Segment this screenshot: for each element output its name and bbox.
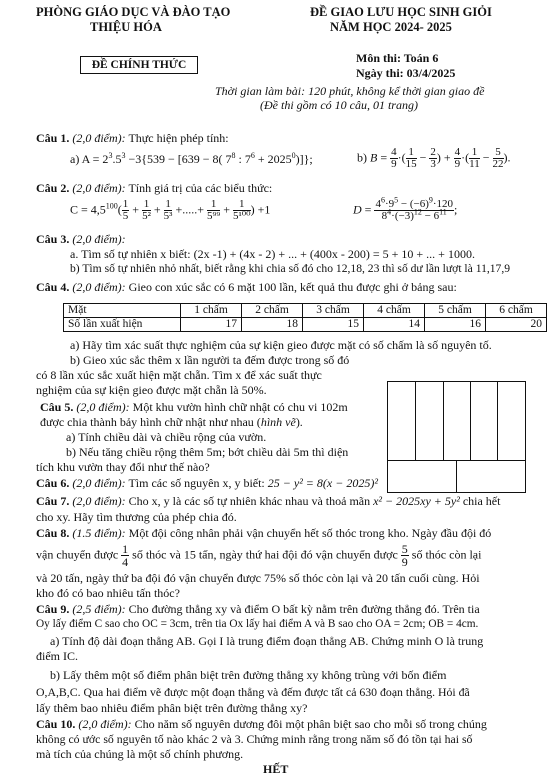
divider-line — [497, 382, 498, 460]
question-prompt: Tìm các số nguyên x, y biết: — [128, 476, 265, 490]
question-points: (2,0 điểm): — [72, 280, 126, 294]
question-4 — [36, 280, 457, 295]
question-points: (2,0 điểm): — [72, 494, 126, 508]
table-cell: 1 chấm — [181, 304, 242, 318]
question-prompt: Gieo con xúc sắc có 6 mặt 100 lần, kết quả thu được ghi ở bảng sau: — [128, 280, 457, 294]
divider-line — [443, 382, 444, 460]
question-label: Câu 8. — [36, 526, 70, 540]
question-points: (2,0 điểm): — [72, 131, 126, 145]
q8-text: số thóc và 15 tấn, ngày thứ hai đội đó vận chuyển được — [132, 547, 398, 562]
table-cell: 14 — [364, 318, 425, 332]
q5-text: được chia thành bảy hình chữ nhật như nhau ( — [40, 415, 261, 429]
time-note: Thời gian làm bài: 120 phút, không kể thời gian giao đề — [215, 84, 485, 98]
fraction-numerator: 1 — [122, 542, 129, 556]
divider-line — [415, 382, 416, 460]
question-points: (2,0 điểm): — [72, 181, 126, 195]
q8-text: số thóc còn lại — [411, 547, 482, 562]
table-cell: 18 — [242, 318, 303, 332]
fraction-denominator: 4 — [122, 555, 129, 569]
q4-part-b-line3: nghiệm của sự kiện gieo được mặt chẵn là 50%. — [36, 383, 267, 397]
q1a-rest: −3{539 − [639 − 8( 7 — [128, 152, 232, 166]
q6-equation: 25 − y² = 8(x − 2025)² — [267, 476, 378, 490]
question-prompt: Tính giá trị của các biểu thức: — [128, 181, 273, 195]
question-label: Câu 9. — [36, 602, 70, 616]
q8-line3: và 20 tấn, ngày thứ ba đội đó vận chuyển được 75% số thóc còn lại và 20 tấn cuối cùng. Hỏi — [36, 571, 480, 585]
subject: Môn thi: Toán 6 — [356, 51, 439, 65]
page-note: (Đề thi gồm có 10 câu, 01 trang) — [260, 98, 418, 112]
question-prompt: Cho năm số nguyên dương đôi một phân biệt sao cho mỗi số trong chúng — [134, 717, 487, 731]
q1a-text: a) A = 2 — [70, 152, 109, 166]
table-cell: 4 chấm — [364, 304, 425, 318]
q1a-tail: + 2025 — [257, 152, 292, 166]
q8-text: vận chuyển được — [36, 547, 119, 562]
school-year: NĂM HỌC 2024- 2025 — [330, 20, 452, 34]
q4-part-b-line2: có 8 lần xúc sắc xuất hiện mặt chẵn. Tìm x để xác suất thực — [36, 368, 322, 382]
question-points: (2,0 điểm): — [78, 717, 132, 731]
question-prompt: Một đội công nhân phải vận chuyển hết số thóc trong kho. Ngày đầu đội đó — [128, 526, 492, 540]
question-3 — [36, 232, 126, 247]
table-cell: 17 — [181, 318, 242, 332]
question-8 — [36, 526, 491, 541]
q5-text-end: ). — [295, 415, 303, 429]
table-cell: 16 — [425, 318, 486, 332]
official-stamp: ĐỀ CHÍNH THỨC — [80, 56, 198, 74]
question-1 — [36, 131, 229, 146]
q9-part-b-line3: lấy thêm bao nhiêu điểm phân biệt trên đường thẳng xy? — [36, 701, 308, 715]
q2-expression-c: $C = 4,5^{100}$( $\frac{1}{5}$ + $\frac{1}{\text{5²}}$ + $\frac{1}{\text{5³}}$ +.....+ $\frac{1}{\text{5⁹⁹}}$ + $\frac{1}{\text{5¹⁰⁰}}$ ) +1 — [70, 198, 271, 222]
q5-part-b-line1: b) Nếu tăng chiều rộng thêm 5m; bớt chiều dài 5m thì diện — [66, 445, 349, 459]
question-6 — [36, 476, 378, 491]
q9-part-a-line1: a) Tính độ dài đoạn thẳng AB. Gọi I là trung điểm đoạn thẳng AB. Chứng minh O là trung — [50, 634, 484, 648]
table-row — [64, 304, 547, 318]
question-label: Câu 3. — [36, 232, 70, 246]
q1-part-a: a) $A = 2^3.5^3 -3\{539 - [639 - 8$( $7^8$ : $7^6 + 2025^0$)]}; — [70, 151, 313, 166]
question-label: Câu 2. — [36, 181, 70, 195]
q2-expression-d: D = $\frac{4^6\cdot 9^5 - (-6)^9\cdot 120}{8^4\cdot(-3)^{12} - 6^{11}}$ ; — [353, 195, 458, 222]
question-points: (2,5 điểm): — [72, 602, 126, 616]
divider-line — [470, 382, 471, 460]
q9-part-a-line2: điểm IC. — [36, 649, 78, 663]
table-header-cell: Số lần xuất hiện — [64, 318, 181, 332]
q5-figure-ref: hình vẽ — [260, 415, 296, 429]
table-header-cell: Mặt — [64, 304, 181, 318]
q5-line2 — [40, 415, 303, 430]
q9-line2: Oy lấy điểm C sao cho OC = 3cm, trên tia Ox lấy hai điểm A và B sao cho OA = 2cm; OB = 4cm. — [36, 618, 479, 630]
question-label: Câu 5. — [40, 400, 74, 414]
q9-part-b-line2: O,A,B,C. Qua hai điểm vẽ được một đoạn thẳng và đếm được tất cả 630 đoạn thẳng. Hỏi đã — [36, 685, 470, 699]
question-label: Câu 1. — [36, 131, 70, 145]
table-row — [64, 318, 547, 332]
question-prompt: Thực hiện phép tính: — [128, 131, 229, 145]
q3-part-b: b) Tìm số tự nhiên nhỏ nhất, biết rằng khi chia số đó cho 12,18, 23 thì số dư lần lượt là 11,17,9 — [70, 262, 511, 275]
question-10 — [36, 717, 487, 732]
end-marker: HẾT — [263, 762, 289, 776]
q3-part-a: a. Tìm số tự nhiên x biết: (2x -1) + (4x - 2) + ... + (400x - 200) = 5 + 10 + ... + 1000. — [70, 247, 475, 261]
question-5 — [40, 400, 348, 415]
department-name: PHÒNG GIÁO DỤC VÀ ĐÀO TẠO — [36, 5, 231, 19]
q8-line4: kho đó có bao nhiêu tấn thóc? — [36, 586, 180, 600]
question-label: Câu 6. — [36, 476, 70, 490]
question-points: (1.5 điểm): — [72, 526, 126, 540]
q8-line2 — [36, 543, 481, 568]
q10-line3: mà tích của chúng là một số chính phương. — [36, 747, 244, 761]
question-7 — [36, 494, 500, 509]
q9-part-b-line1: b) Lấy thêm một số điểm phân biệt trên đường thẳng xy không trùng với bốn điểm — [50, 668, 447, 682]
dice-frequency-table — [63, 303, 547, 332]
question-prompt: Cho đường thẳng xy và điểm O bất kỳ nằm trên đường thẳng đó. Trên tia — [128, 602, 480, 616]
question-points: (2,0 điểm): — [72, 232, 126, 246]
question-label: Câu 7. — [36, 494, 70, 508]
question-9 — [36, 602, 480, 617]
question-points: (2,0 điểm): — [72, 476, 126, 490]
question-prompt: Cho x, y là các số tự nhiên khác nhau và thoả mãn — [128, 494, 371, 508]
q7-expression: x² − 2025xy + 5y² — [373, 494, 460, 508]
q10-line2: không có ước số nguyên tố nào khác 2 và 3. Chứng minh rằng trong năm số đó tồn tại hai số — [36, 732, 473, 746]
garden-figure — [387, 381, 526, 493]
question-points: (2,0 điểm): — [76, 400, 130, 414]
fraction-denominator: 9 — [401, 555, 408, 569]
table-cell: 5 chấm — [425, 304, 486, 318]
exam-date: Ngày thi: 03/4/2025 — [356, 66, 456, 80]
district-name: THIỆU HÓA — [90, 20, 162, 34]
question-label: Câu 10. — [36, 717, 76, 731]
fraction-numerator: 5 — [401, 542, 408, 556]
table-cell: 3 chấm — [303, 304, 364, 318]
table-cell: 20 — [486, 318, 547, 332]
q1b-label: b) — [357, 150, 367, 165]
question-label: Câu 4. — [36, 280, 70, 294]
q1-part-b: b) B = $\frac{4}{9}$ ·( $\frac{1}{15}$ − $\frac{2}{3}$ ) + $\frac{4}{9}$ ·( $\frac{1}{11}$ − $\frac{5}{22}$ ). — [357, 146, 511, 170]
table-cell: 2 chấm — [242, 304, 303, 318]
q4-part-a: a) Hãy tìm xác suất thực nghiệm của sự kiện gieo được mặt có số chấm là số nguyên tố. — [70, 338, 492, 352]
q7-line2: cho xy. Hãy tìm thương của phép chia đó. — [36, 510, 237, 524]
divider-line — [456, 460, 457, 492]
q4-part-b-line1: b) Gieo xúc sắc thêm x lần người ta đếm được trong số đó — [70, 353, 350, 367]
question-2 — [36, 181, 272, 196]
q5-part-b-line2: tích khu vườn thay đổi như thế nào? — [36, 460, 210, 474]
question-prompt: Một khu vườn hình chữ nhật có chu vi 102m — [132, 400, 348, 414]
table-cell: 15 — [303, 318, 364, 332]
q7-text: chia hết — [462, 494, 501, 508]
exam-title: ĐỀ GIAO LƯU HỌC SINH GIỎI — [310, 5, 492, 19]
table-cell: 6 chấm — [486, 304, 547, 318]
q5-part-a: a) Tính chiều dài và chiều rộng của vườn. — [66, 430, 267, 444]
